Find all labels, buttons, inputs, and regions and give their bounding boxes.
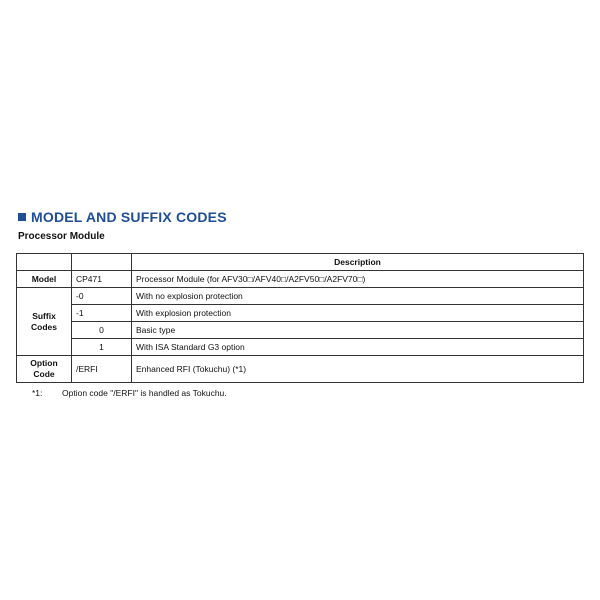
suffix-description: With no explosion protection — [132, 288, 584, 305]
footnote-mark: *1: — [32, 388, 43, 398]
sub-heading: Processor Module — [18, 231, 105, 242]
option-label — [17, 356, 72, 383]
square-bullet-icon — [18, 213, 26, 221]
option-label-line2: Code — [33, 369, 55, 379]
suffix-description: With ISA Standard G3 option — [132, 339, 584, 356]
suffix-code: 1 — [72, 339, 132, 356]
suffix-code: -1 — [72, 305, 132, 322]
option-row — [17, 356, 584, 383]
suffix-row — [17, 339, 584, 356]
option-label-line1: Option — [30, 358, 58, 368]
suffix-label — [17, 288, 72, 356]
header-description: Description — [132, 254, 584, 271]
model-code: CP471 — [72, 271, 132, 288]
suffix-description: With explosion protection — [132, 305, 584, 322]
suffix-code: 0 — [72, 322, 132, 339]
header-blank-cell — [72, 254, 132, 271]
model-row — [17, 271, 584, 288]
model-label: Model — [17, 271, 72, 288]
section-heading-text: MODEL AND SUFFIX CODES — [31, 209, 227, 225]
header-blank-cell — [17, 254, 72, 271]
footnote — [32, 388, 227, 398]
suffix-description: Basic type — [132, 322, 584, 339]
suffix-row — [17, 322, 584, 339]
footnote-text: Option code "/ERFI" is handled as Tokuchu. — [62, 388, 227, 398]
option-description: Enhanced RFI (Tokuchu) (*1) — [132, 356, 584, 383]
section-heading — [18, 209, 227, 225]
model-suffix-table — [16, 253, 584, 383]
table-header-row — [17, 254, 584, 271]
suffix-row — [17, 288, 584, 305]
suffix-label-line2: Codes — [31, 321, 57, 332]
model-description: Processor Module (for AFV30□/AFV40□/A2FV50□/A2FV70□) — [132, 271, 584, 288]
suffix-row — [17, 305, 584, 322]
suffix-label-line1: Suffix — [32, 310, 56, 321]
option-code: /ERFI — [72, 356, 132, 383]
suffix-code: -0 — [72, 288, 132, 305]
